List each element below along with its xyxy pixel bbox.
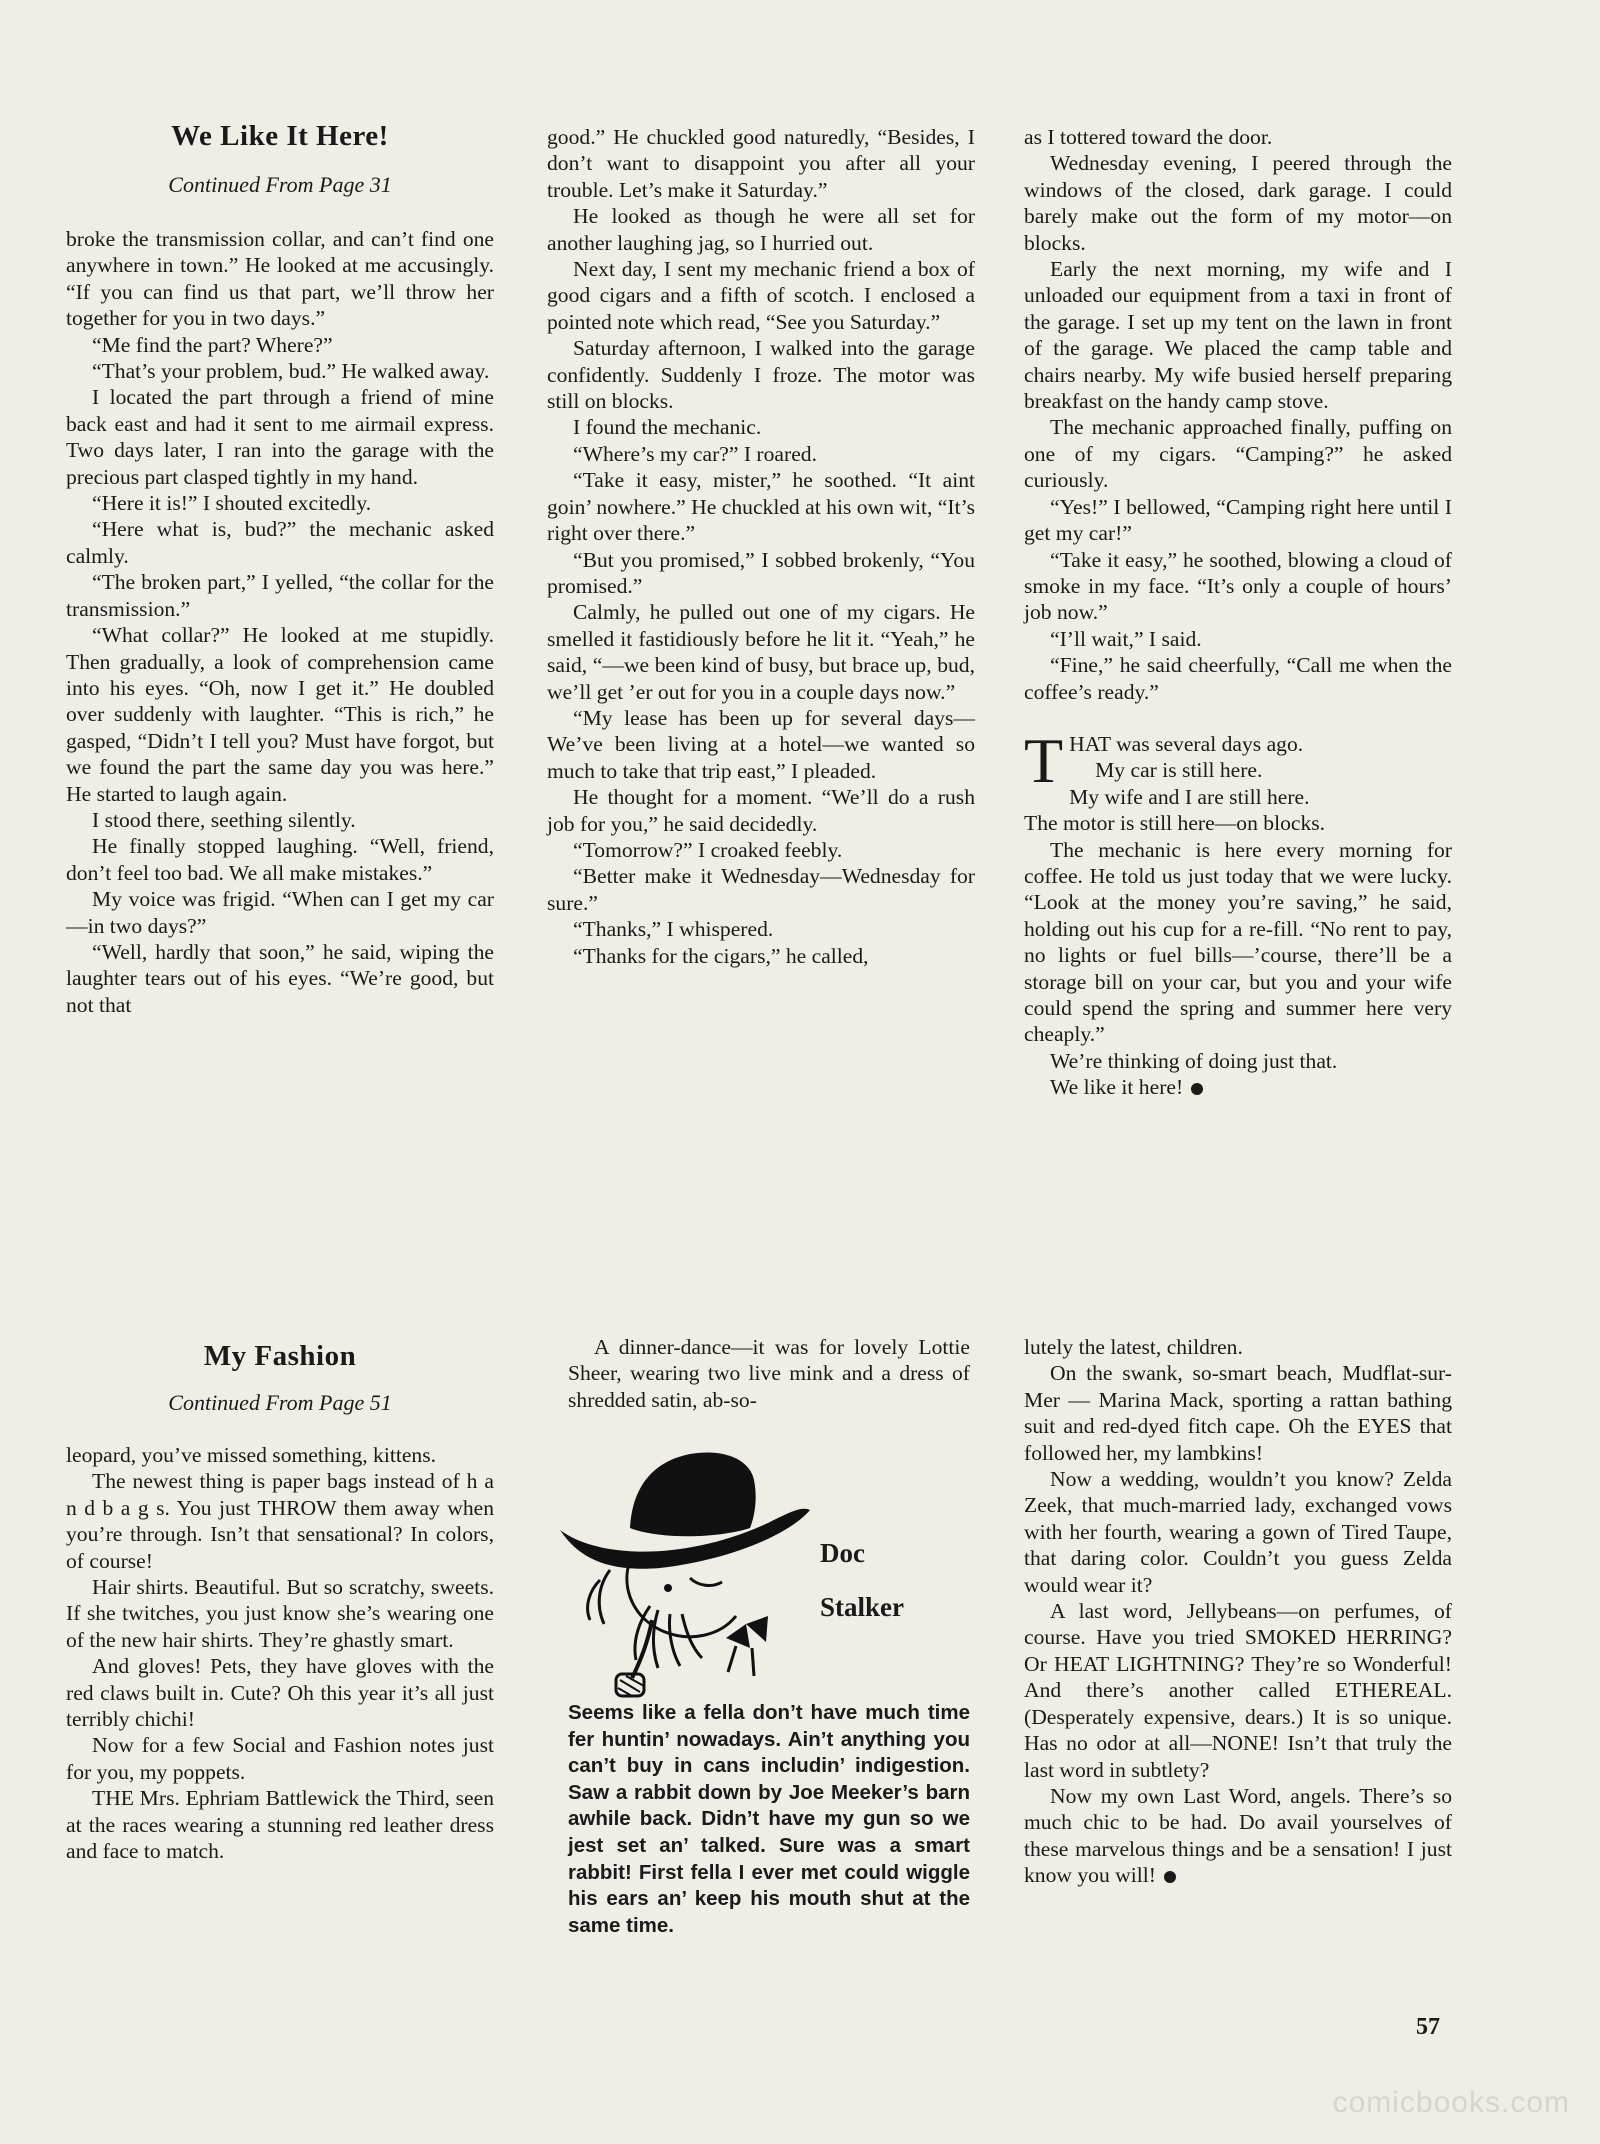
paragraph: A dinner-dance—it was for lovely Lottie Sheer, wearing two live mink and a dress of shredded satin, ab-so- [568, 1335, 970, 1412]
paragraph: Now for a few Social and Fashion notes just for you, my poppets. [66, 1733, 494, 1784]
story2-column-2 [568, 1334, 970, 1413]
paragraph: “Yes!” I bellowed, “Camping right here until I get my car!” [1024, 494, 1452, 546]
paragraph: “Well, hardly that soon,” he said, wiping the laughter tears out of his eyes. “We’re good, but not that [66, 939, 494, 1017]
page-number: 57 [1416, 2014, 1440, 2040]
paragraph: He looked as though he were all set for another laughing jag, so I hurried out. [547, 204, 975, 255]
paragraph: good.” He chuckled good naturedly, “Besides, I don’t want to disappoint you after all your trouble. Let’s make it Saturday.” [547, 125, 975, 202]
paragraph: The mechanic approached finally, puffing on one of my cigars. “Camping?” he asked curiously. [1024, 415, 1452, 493]
story1-column-3 [1024, 124, 1452, 1101]
paragraph: “My lease has been up for several days—We’ve been living at a hotel—we wanted so much to take that trip east,” I pleaded. [547, 705, 975, 783]
paragraph: Calmly, he pulled out one of my cigars. He smelled it fastidiously before he lit it. “Yeah,” he said, “—we been kind of busy, but brace up, bud, we’ll get ’er out for you in a couple days now.” [547, 600, 975, 704]
paragraph: “Where’s my car?” I roared. [573, 441, 817, 466]
section-break [1024, 705, 1452, 731]
paragraph: leopard, you’ve missed something, kittens. [66, 1443, 437, 1467]
paragraph: “Take it easy,” he soothed, blowing a cloud of smoke in my face. “It’s only a couple of hours’ job now.” [1024, 547, 1452, 625]
paragraph: “Here it is!” I shouted excitedly. [92, 491, 372, 516]
doc-stalker-text: Seems like a fella don’t have much time fer huntin’ nowadays. Ain’t anything you can’t buy in cans includin’ indigestion. Saw a rabbit down by Joe Meeker’s barn awhile back. Didn’t have my gun so we jest set an’ talked. Sure was a smart rabbit! First fella I ever met could wiggle his ears an’ keep his mouth shut at the same time. [568, 1701, 970, 1937]
paragraph: “That’s your problem, bud.” He walked away. [92, 359, 490, 384]
paragraph: THE Mrs. Ephriam Battlewick the Third, seen at the races wearing a stunning red leather dress and face to match. [66, 1786, 494, 1864]
paragraph: On the swank, so-smart beach, Mudflat-sur-Mer — Marina Mack, sporting a rattan bathing suit and red-dyed fitch cape. Oh the EYES that followed her, my lambkins! [1024, 1361, 1452, 1465]
continued-note: Continued From Page 31 [168, 172, 392, 197]
paragraph: Hair shirts. Beautiful. But so scratchy, sweets. If she twitches, you just know she’s wearing one of the new hair shirts. They’re ghastly smart. [66, 1575, 494, 1652]
paragraph: “Tomorrow?” I croaked feebly. [573, 837, 843, 862]
paragraph: “The broken part,” I yelled, “the collar for the transmission.” [66, 570, 494, 621]
paragraph-end [1024, 1074, 1452, 1100]
paragraph: “Me find the part? Where?” [92, 332, 333, 357]
story-title-my-fashion: My Fashion [203, 1340, 357, 1372]
story-title-we-like-it-here: We Like It Here! [171, 120, 389, 152]
story1-column-1 [66, 226, 494, 1018]
paragraph: “Better make it Wednesday—Wednesday for sure.” [547, 864, 975, 915]
paragraph: “Fine,” he said cheerfully, “Call me when the coffee’s ready.” [1024, 653, 1452, 704]
doc-stalker-name [820, 1526, 960, 1634]
end-bullet-icon [1164, 1871, 1176, 1883]
paragraph-text: HAT was several days ago. [1069, 731, 1304, 756]
story1-column-2 [547, 124, 975, 969]
story2-column-3 [1024, 1334, 1452, 1889]
paragraph: The motor is still here—on blocks. [1024, 811, 1326, 836]
paragraph: Wednesday evening, I peered through the windows of the closed, dark garage. I could barely make out the form of my motor—on blocks. [1024, 151, 1452, 255]
story2-column-1 [66, 1442, 494, 1865]
paragraph: Now a wedding, wouldn’t you know? Zelda Zeek, that much-married lady, exchanged vows with her fourth, wearing a gown of Tired Taupe, that daring color. Couldn’t you guess Zelda would wear it? [1024, 1467, 1452, 1597]
paragraph: “Thanks,” I whispered. [573, 917, 774, 942]
paragraph: “Thanks for the cigars,” he called, [573, 943, 869, 968]
paragraph: “Here what is, bud?” the mechanic asked calmly. [66, 517, 494, 568]
paragraph: He finally stopped laughing. “Well, friend, don’t feel too bad. We all make mistakes.” [66, 834, 494, 885]
paragraph: Saturday afternoon, I walked into the garage confidently. Suddenly I froze. The motor was still on blocks. [547, 336, 975, 414]
paragraph: “What collar?” He looked at me stupidly. Then gradually, a look of comprehension came into his eyes. “Oh, now I get it.” He doubled over suddenly with laughter. “This is rich,” he gasped, “Didn’t I tell you? Must have forgot, but we found the part the same day you was here.” He started to laugh again. [66, 623, 494, 806]
paragraph: Early the next morning, my wife and I unloaded our equipment from a taxi in front of the garage. I set up my tent on the lawn in front of the garage. We placed the camp table and chairs nearby. My wife busied herself preparing breakfast on the handy camp stove. [1024, 257, 1452, 414]
paragraph: My voice was frigid. “When can I get my car—in two days?” [66, 887, 494, 938]
paragraph: “Take it easy, mister,” he soothed. “It aint goin’ nowhere.” He chuckled at his own wit, “It’s right over there.” [547, 468, 975, 546]
doc-stalker-cartoon-icon [540, 1410, 840, 1700]
paragraph: Next day, I sent my mechanic friend a box of good cigars and a fifth of scotch. I enclosed a pointed note which read, “See you Saturday.” [547, 257, 975, 334]
paragraph: I located the part through a friend of mine back east and had it sent to me airmail express. Two days later, I ran into the garage with the precious part clasped tightly in my hand. [66, 385, 494, 489]
drop-cap: T [1024, 724, 1064, 796]
paragraph: “But you promised,” I sobbed brokenly, “You promised.” [547, 547, 975, 598]
paragraph: The mechanic is here every morning for coffee. He told us just today that we were lucky. “Look at the money you’re saving,” he said, holding out his cup for a re-fill. “No rent to pay, no lights or fuel bills—’course, there’ll be a storage bill on your car, but you and your wife could spend the spring and summer here very cheaply.” [1024, 837, 1452, 1047]
paragraph-text: Now my own Last Word, angels. There’s so much chic to be had. Do avail yourselves of these marvelous things and be a sensation! I just know you will! [1024, 1783, 1452, 1888]
continued-note: Continued From Page 51 [168, 1390, 392, 1415]
paragraph: And gloves! Pets, they have gloves with the red claws built in. Cute? Oh this year it’s all just terribly chichi! [66, 1654, 494, 1732]
watermark: comicbooks.com [1332, 2086, 1570, 2119]
paragraph-end [1024, 1783, 1452, 1889]
paragraph: A last word, Jellybeans—on perfumes, of course. Have you tried SMOKED HERRING? Or HEAT LIGHTNING? They’re so Wonderful! And there’s another called ETHEREAL. (Desperately expensive, dears.) It is so unique. Has no odor at all—NONE! Isn’t that truly the last word in subtlety? [1024, 1599, 1452, 1782]
paragraph: I found the mechanic. [573, 415, 762, 440]
doc-name-line1: Doc [820, 1538, 865, 1568]
paragraph: We’re thinking of doing just that. [1050, 1048, 1338, 1073]
paragraph: broke the transmission collar, and can’t find one anywhere in town.” He looked at me accusingly. “If you can find us that part, we’ll throw her together for you in two days.” [66, 227, 494, 331]
paragraph: as I tottered toward the door. [1024, 125, 1273, 149]
paragraph: My car is still here. [1095, 758, 1263, 783]
paragraph: He thought for a moment. “We’ll do a rush job for you,” he said decidedly. [547, 785, 975, 836]
paragraph: My wife and I are still here. [1069, 784, 1310, 809]
paragraph: lutely the latest, children. [1024, 1335, 1243, 1359]
paragraph: “I’ll wait,” I said. [1050, 626, 1202, 651]
paragraph-text: We like it here! [1050, 1075, 1184, 1100]
end-bullet-icon [1191, 1083, 1203, 1095]
paragraph: I stood there, seething silently. [92, 807, 356, 832]
doc-name-line2: Stalker [820, 1592, 904, 1622]
paragraph: The newest thing is paper bags instead of h a n d b a g s. You just THROW them away when you’re through. Isn’t that sensational? In colors, of course! [66, 1469, 494, 1573]
